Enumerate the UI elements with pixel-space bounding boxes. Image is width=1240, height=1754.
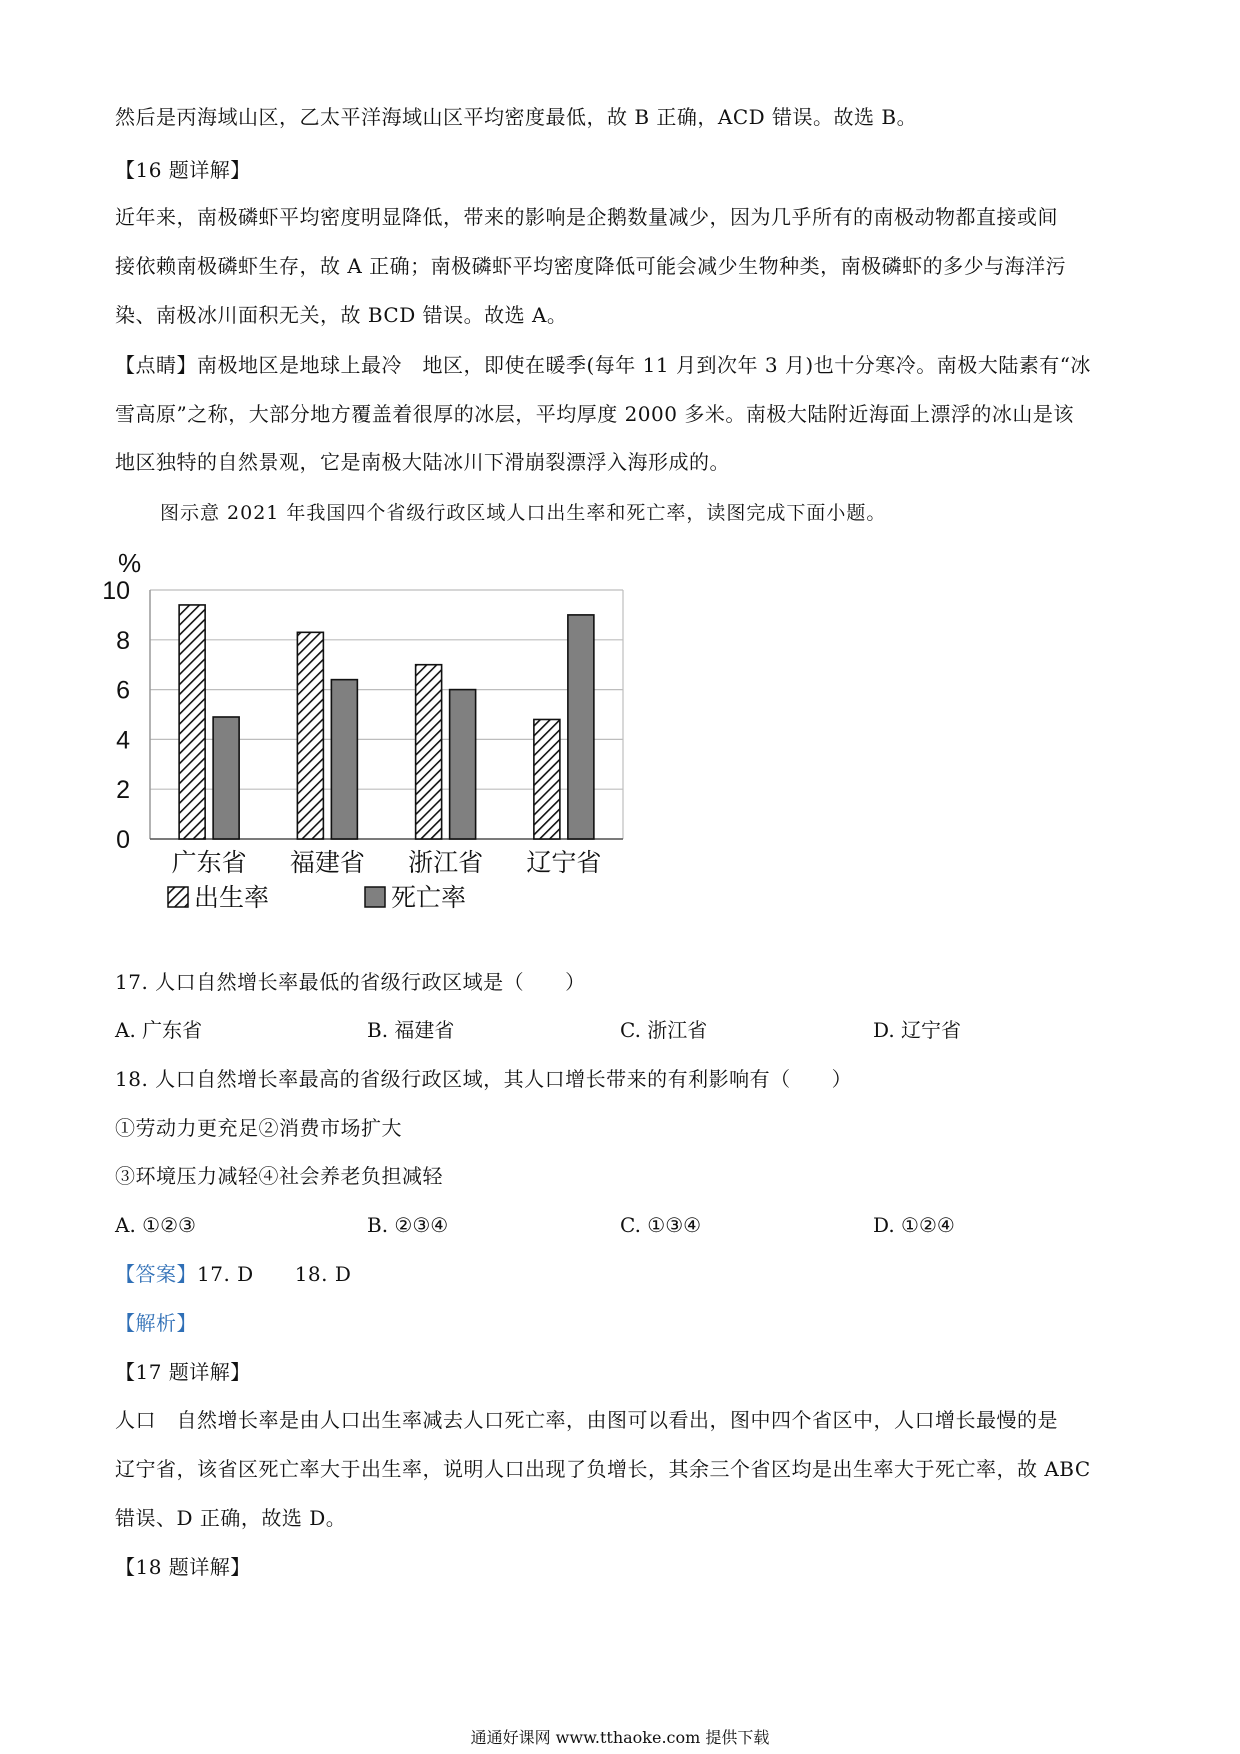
y-tick-label: 10 bbox=[102, 577, 130, 605]
question-17: 17. 人口自然增长率最低的省级行政区域是（ ） bbox=[115, 970, 586, 994]
page-footer: 通通好课网 www.tthaoke.com 提供下载 bbox=[470, 1728, 770, 1747]
analysis-label: 【解析】 bbox=[115, 1311, 197, 1335]
answer-text: 17. D 18. D bbox=[197, 1262, 352, 1286]
y-tick-label: 0 bbox=[116, 826, 130, 854]
bar-chart bbox=[100, 545, 640, 945]
q18-item-line: ③环境压力减轻④社会养老负担减轻 bbox=[115, 1164, 443, 1188]
y-tick-label: 2 bbox=[116, 776, 130, 805]
q16-heading: 【16 题详解】 bbox=[115, 158, 251, 182]
q17-option-a: A. 广东省 bbox=[115, 1018, 203, 1042]
paragraph-line: 人口 自然增长率是由人口出生率减去人口死亡率，由图可以看出，图中四个省区中，人口增长最慢的是 bbox=[115, 1408, 1058, 1432]
x-category-label: 浙江省 bbox=[408, 849, 484, 877]
q17-option-d: D. 辽宁省 bbox=[873, 1018, 962, 1042]
question-18: 18. 人口自然增长率最高的省级行政区域，其人口增长带来的有利影响有（ ） bbox=[115, 1067, 853, 1091]
x-category-label: 辽宁省 bbox=[526, 849, 602, 877]
note-line: 雪高原”之称，大部分地方覆盖着很厚的冰层，平均厚度 2000 多米。南极大陆附近海面上漂浮的冰山是该 bbox=[115, 402, 1074, 426]
y-tick-label: 6 bbox=[116, 676, 130, 705]
q17-detail-heading: 【17 题详解】 bbox=[115, 1360, 251, 1384]
legend-label: 死亡率 bbox=[391, 884, 467, 912]
birth-rate-bar bbox=[297, 632, 323, 839]
q17-option-c: C. 浙江省 bbox=[620, 1018, 708, 1042]
q18-option-b: B. ②③④ bbox=[367, 1213, 449, 1237]
birth-rate-bar bbox=[179, 605, 205, 839]
x-category-label: 广东省 bbox=[171, 849, 247, 877]
q18-option-d: D. ①②④ bbox=[873, 1213, 955, 1237]
death-rate-bar bbox=[568, 615, 594, 839]
paragraph-line: 接依赖南极磷虾生存，故 A 正确；南极磷虾平均密度降低可能会减少生物种类，南极磷虾的多少与海洋污 bbox=[115, 254, 1067, 278]
birth-rate-bar bbox=[534, 719, 560, 839]
q18-option-c: C. ①③④ bbox=[620, 1213, 702, 1237]
legend-gray-swatch bbox=[365, 887, 385, 907]
y-tick-label: 4 bbox=[116, 726, 130, 755]
paragraph-line: 染、南极冰川面积无关，故 BCD 错误。故选 A。 bbox=[115, 303, 568, 327]
legend-hatched-swatch bbox=[168, 887, 188, 907]
y-tick-label: 8 bbox=[116, 626, 130, 655]
note-line: 【点睛】南极地区是地球上最冷 地区，即使在暖季(每年 11 月到次年 3 月)也十分寒冷。南极大陆素有“冰 bbox=[115, 353, 1091, 377]
q18-item-line: ①劳动力更充足②消费市场扩大 bbox=[115, 1116, 402, 1140]
paragraph-line: 近年来，南极磷虾平均密度明显降低，带来的影响是企鹅数量减少，因为几乎所有的南极动物都直接或间 bbox=[115, 205, 1058, 229]
paragraph-line: 然后是丙海域山区，乙太平洋海域山区平均密度最低，故 B 正确，ACD 错误。故选 B。 bbox=[115, 105, 918, 129]
birth-rate-bar bbox=[416, 665, 442, 839]
answer-line bbox=[115, 1260, 351, 1288]
note-line: 地区独特的自然景观，它是南极大陆冰川下滑崩裂漂浮入海形成的。 bbox=[115, 450, 730, 474]
y-axis-unit: % bbox=[118, 548, 142, 578]
death-rate-bar bbox=[450, 690, 476, 839]
q17-option-b: B. 福建省 bbox=[367, 1018, 455, 1042]
paragraph-line: 辽宁省，该省区死亡率大于出生率，说明人口出现了负增长，其余三个省区均是出生率大于死亡率，故 ABC bbox=[115, 1457, 1091, 1481]
death-rate-bar bbox=[331, 680, 357, 839]
answer-label: 【答案】 bbox=[115, 1262, 197, 1286]
q18-option-a: A. ①②③ bbox=[115, 1213, 196, 1237]
figure-caption: 图示意 2021 年我国四个省级行政区域人口出生率和死亡率，读图完成下面小题。 bbox=[160, 502, 887, 524]
death-rate-bar bbox=[213, 717, 239, 839]
paragraph-line: 错误、D 正确，故选 D。 bbox=[115, 1506, 347, 1530]
q18-detail-heading: 【18 题详解】 bbox=[115, 1555, 251, 1579]
legend-label: 出生率 bbox=[194, 884, 270, 912]
x-category-label: 福建省 bbox=[289, 849, 365, 877]
